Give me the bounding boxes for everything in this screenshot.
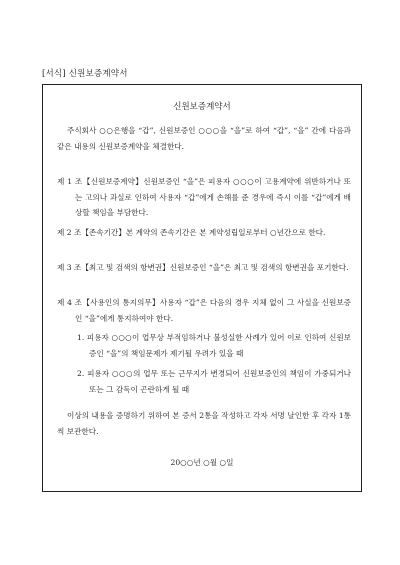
contract-document xyxy=(42,84,362,492)
article-3: 제 3 조【최고 및 검색의 항변권】신원보증인 “을”은 최고 및 검색의 항변권을 포기한다. xyxy=(57,263,349,272)
article-1: 제 1 조【신원보증계약】신원보증인 “을”은 피용자 ○○○이 고용계약에 위반하거나 또는 고의나 과실로 인하여 사용자 “갑”에게 손해를 준 경우에 즉시 이를 “갑”에게 배상할 책임을 부담한다. xyxy=(57,177,351,217)
contract-date: 20○○년 ○월 ○일 xyxy=(170,458,234,467)
closing-paragraph: 이상의 내용을 증명하기 위하여 본 증서 2통을 작성하고 각자 서명 날인한 후 각자 1통씩 보관한다. xyxy=(57,411,351,436)
article-4: 제 4 조【사용인의 통지의무】사용자 “갑”은 다음의 경우 지체 없이 그 사실을 신원보증인 “을”에게 통지하여야 한다. xyxy=(57,298,351,323)
article-4-item-1: 1. 피용자 ○○○이 업무상 부적임하거나 불성실한 사례가 있어 이로 인하여 신원보증인 “을”의 책임문제가 제기될 우려가 있을 때 xyxy=(77,333,351,358)
document-title: 신원보증계약서 xyxy=(173,102,231,112)
article-4-item-2: 2. 피용자 ○○○의 업무 또는 근무지가 변경되어 신원보증인의 책임이 가중되거나 또는 그 감독이 곤란하게 될 때 xyxy=(77,369,351,394)
intro-paragraph: 주식회사 ○○은행을 “갑”, 신원보증인 ○○○을 “을”로 하여 “갑”, “을” 간에 다음과 같은 내용의 신원보증계약을 체결한다. xyxy=(57,126,351,151)
article-2: 제 2 조【존속기간】본 계약의 존속기간은 본 계약성립일로부터 ○년간으로 한다. xyxy=(57,228,326,237)
form-label: [서식] 신원보증계약서 xyxy=(42,69,128,79)
